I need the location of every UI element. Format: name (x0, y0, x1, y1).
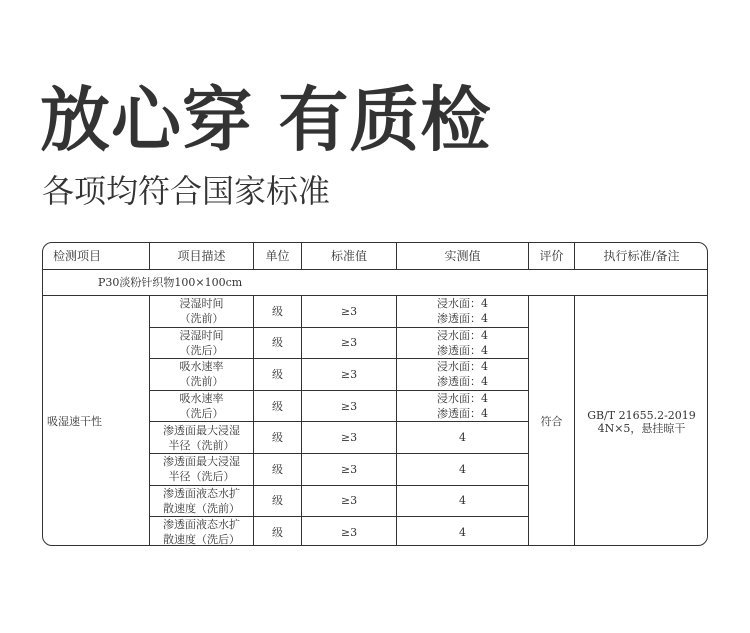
desc-line2: 半径（洗前） (168, 438, 235, 452)
desc-line2: （洗前） (179, 375, 224, 389)
desc-cell (150, 485, 254, 517)
remark-line1: GB/T 21655.2-2019 (587, 408, 696, 422)
header-standard: 标准值 (302, 243, 397, 270)
measured-cell (397, 296, 529, 328)
spec-cell: P30淡粉针织物100×100cm (43, 270, 709, 296)
measured-cell (397, 485, 529, 517)
standard-cell: ≥3 (302, 296, 397, 328)
desc-line1: 渗透面液态水扩 (163, 518, 240, 532)
measured-line1: 4 (459, 431, 466, 445)
desc-line2: 散速度（洗后） (163, 533, 240, 546)
unit-cell: 级 (254, 390, 302, 422)
desc-line2: （洗前） (179, 312, 224, 326)
desc-line1: 吸水速率 (179, 360, 224, 374)
measured-cell (397, 453, 529, 485)
standard-cell: ≥3 (302, 517, 397, 546)
unit-cell: 级 (254, 296, 302, 328)
subline: 各项均符合国家标准 (42, 172, 331, 210)
standard-cell: ≥3 (302, 390, 397, 422)
measured-cell (397, 327, 529, 359)
header-item: 检测项目 (43, 243, 150, 270)
unit-cell: 级 (254, 359, 302, 391)
unit-cell: 级 (254, 485, 302, 517)
desc-line1: 渗透面最大浸湿 (163, 455, 240, 469)
measured-line2: 渗透面：4 (437, 407, 488, 421)
test-report-table (42, 242, 708, 546)
desc-line1: 渗透面液态水扩 (163, 486, 240, 500)
measured-line1: 浸水面：4 (437, 297, 488, 311)
remark-cell (575, 296, 709, 547)
standard-cell: ≥3 (302, 422, 397, 454)
unit-cell: 级 (254, 327, 302, 359)
desc-cell (150, 327, 254, 359)
spec-row (43, 270, 709, 296)
desc-line1: 浸湿时间 (179, 297, 224, 311)
desc-line2: 半径（洗后） (168, 470, 235, 484)
unit-cell: 级 (254, 453, 302, 485)
measured-line1: 浸水面：4 (437, 360, 488, 374)
header-measured: 实测值 (397, 243, 529, 270)
desc-cell (150, 453, 254, 485)
standard-cell: ≥3 (302, 327, 397, 359)
measured-cell (397, 359, 529, 391)
standard-cell: ≥3 (302, 359, 397, 391)
header-unit: 单位 (254, 243, 302, 270)
desc-line2: （洗后） (179, 343, 224, 357)
measured-line2: 渗透面：4 (437, 375, 488, 389)
measured-line1: 浸水面：4 (437, 328, 488, 342)
header-rating: 评价 (529, 243, 575, 270)
standard-cell: ≥3 (302, 485, 397, 517)
desc-line2: （洗后） (179, 407, 224, 421)
unit-cell: 级 (254, 517, 302, 546)
desc-line1: 浸湿时间 (179, 328, 224, 342)
remark-line2: 4N×5，悬挂晾干 (597, 421, 686, 435)
table-row (43, 296, 709, 328)
headline: 放心穿 有质检 (40, 79, 492, 161)
desc-cell (150, 517, 254, 546)
measured-line1: 4 (459, 494, 466, 508)
standard-cell: ≥3 (302, 453, 397, 485)
desc-cell (150, 422, 254, 454)
measured-cell (397, 517, 529, 546)
desc-cell (150, 390, 254, 422)
measured-line2: 渗透面：4 (437, 343, 488, 357)
measured-cell (397, 422, 529, 454)
desc-cell (150, 359, 254, 391)
measured-cell (397, 390, 529, 422)
measured-line1: 4 (459, 525, 466, 539)
desc-cell (150, 296, 254, 328)
category-cell: 吸湿速干性 (43, 296, 150, 547)
unit-cell: 级 (254, 422, 302, 454)
measured-line2: 渗透面：4 (437, 312, 488, 326)
measured-line1: 浸水面：4 (437, 392, 488, 406)
desc-line1: 渗透面最大浸湿 (163, 423, 240, 437)
measured-line1: 4 (459, 462, 466, 476)
desc-line2: 散速度（洗前） (163, 501, 240, 515)
desc-line1: 吸水速率 (179, 392, 224, 406)
header-remark: 执行标准/备注 (575, 243, 709, 270)
header-row (43, 243, 709, 270)
header-desc: 项目描述 (150, 243, 254, 270)
rating-cell: 符合 (529, 296, 575, 547)
